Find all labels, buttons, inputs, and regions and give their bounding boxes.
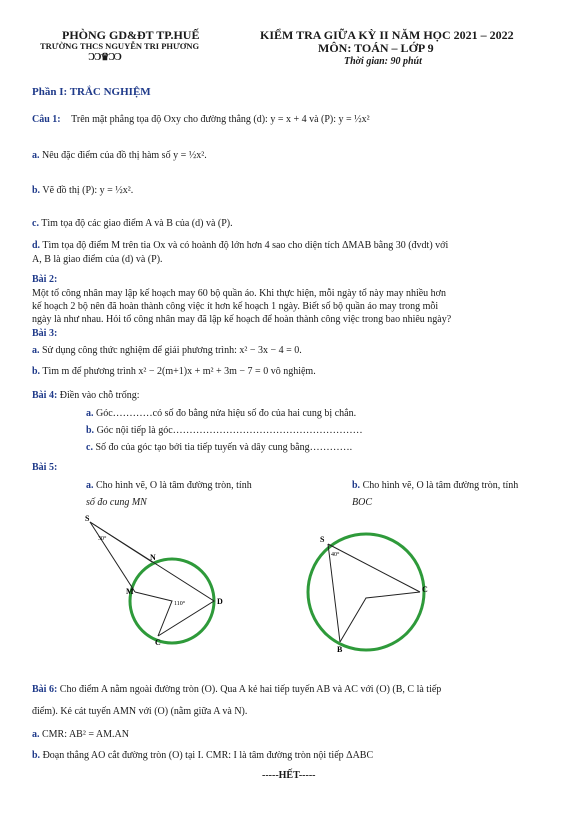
end-mark: -----HẾT----- <box>262 770 316 781</box>
bai5-b-line2: BOC <box>352 497 372 508</box>
exam-title: KIỂM TRA GIỮA KỲ II NĂM HỌC 2021 – 2022 <box>260 28 514 42</box>
bai4-b: b. Góc nội tiếp là góc………………………………………………… <box>86 425 363 436</box>
school-dept: PHÒNG GD&ĐT TP.HUẾ <box>62 28 200 42</box>
duration: Thời gian: 90 phút <box>344 56 422 67</box>
bai2-line1: Một tổ công nhân may lập kế hoạch may 60 bộ quần áo. Khi thực hiện, mỗi ngày tổ này may nhiều hơn <box>32 288 446 299</box>
bai5-a: a. Cho hình vẽ, O là tâm đường tròn, tính <box>86 480 252 491</box>
fig1-angle-s: 30° <box>98 536 107 542</box>
bai2-line3: ngày là như nhau. Hỏi tổ công nhân may đã lập kế hoạch để hoàn thành công việc trong bao nhiêu ngày? <box>32 314 452 325</box>
fig2-angle-s: 40° <box>331 552 340 558</box>
cau1-d-line2: A, B là giao điểm của (d) và (P). <box>32 254 163 265</box>
bai3-a: a. Sử dụng công thức nghiệm để giải phương trình: x² − 3x − 4 = 0. <box>32 345 302 356</box>
fig2-label-s: S <box>320 535 325 544</box>
part1-title: Phần I: TRẮC NGHIỆM <box>32 86 151 98</box>
school-name: TRƯỜNG THCS NGUYỄN TRI PHƯƠNG <box>40 41 200 51</box>
bai6-line1: Bài 6: Cho điểm A nằm ngoài đường tròn (O). Qua A kẻ hai tiếp tuyến AB và AC với (O) (B, C là tiếp <box>32 684 442 695</box>
figure-2 <box>300 530 450 660</box>
bai5-a-line2: số đo cung MN <box>86 497 147 508</box>
cau1-label: Câu 1: <box>32 114 61 125</box>
fig1-label-s: S <box>85 514 90 523</box>
bai3-label: Bài 3: <box>32 328 58 339</box>
circle-fig2 <box>308 534 424 650</box>
fig1-label-n: N <box>150 553 156 562</box>
bai3-b: b. Tìm m để phương trình x² − 2(m+1)x + m² + 3m − 7 = 0 vô nghiệm. <box>32 366 316 377</box>
bai2-label: Bài 2: <box>32 274 58 285</box>
fig2-label-b: B <box>337 645 343 654</box>
bai6-line2: điểm). Kẻ cát tuyến AMN với (O) (nằm giữa A và N). <box>32 706 248 717</box>
figure-1 <box>80 512 230 647</box>
subject: MÔN: TOÁN – LỚP 9 <box>318 41 434 55</box>
cau1-b: b. Vẽ đồ thị (P): y = ½x². <box>32 185 134 196</box>
bai4-c: c. Số đo của góc tạo bởi tia tiếp tuyến và dây cung bằng…………. <box>86 442 353 453</box>
bai4-a: a. Góc…………có số đo bằng nửa hiệu số đo của hai cung bị chắn. <box>86 408 357 419</box>
bai6-a: a. CMR: AB² = AM.AN <box>32 729 129 740</box>
cau1-row <box>32 114 370 125</box>
bai5-b: b. Cho hình vẽ, O là tâm đường tròn, tính <box>352 480 519 491</box>
ornament: ƆƆ♛ƆƆ <box>88 52 121 63</box>
bai4-head: Bài 4: Điền vào chỗ trống: <box>32 390 140 401</box>
cau1-c: c. Tìm tọa độ các giao điểm A và B của (d) và (P). <box>32 218 233 229</box>
cau1-d: d. Tìm tọa độ điểm M trên tia Ox và có hoành độ lớn hơn 4 sao cho diện tích ΔMAB bằng 30 (đvdt) với <box>32 240 449 251</box>
bai5-label: Bài 5: <box>32 462 58 473</box>
bai6-b: b. Đoạn thẳng AO cắt đường tròn (O) tại I. CMR: I là tâm đường tròn nội tiếp ΔABC <box>32 750 374 761</box>
cau1-a: a. Nêu đặc điểm của đồ thị hàm số y = ½x². <box>32 150 207 161</box>
cau1-text: Trên mặt phẳng tọa độ Oxy cho đường thẳng (d): y = x + 4 và (P): y = ½x² <box>71 114 370 125</box>
fig1-angle-o: 110° <box>174 601 186 607</box>
fig1-label-d: D <box>217 597 223 606</box>
fig2-label-c: C <box>422 585 428 594</box>
bai2-line2: kế hoạch 2 bộ nên đã hoàn thành công việc ít hơn kế hoạch 1 ngày. Biết số bộ quần áo may trong mỗi <box>32 301 439 312</box>
lines-sd-dc <box>90 522 214 636</box>
fig1-label-m: M <box>126 587 134 596</box>
fig1-label-c: C <box>155 638 161 647</box>
